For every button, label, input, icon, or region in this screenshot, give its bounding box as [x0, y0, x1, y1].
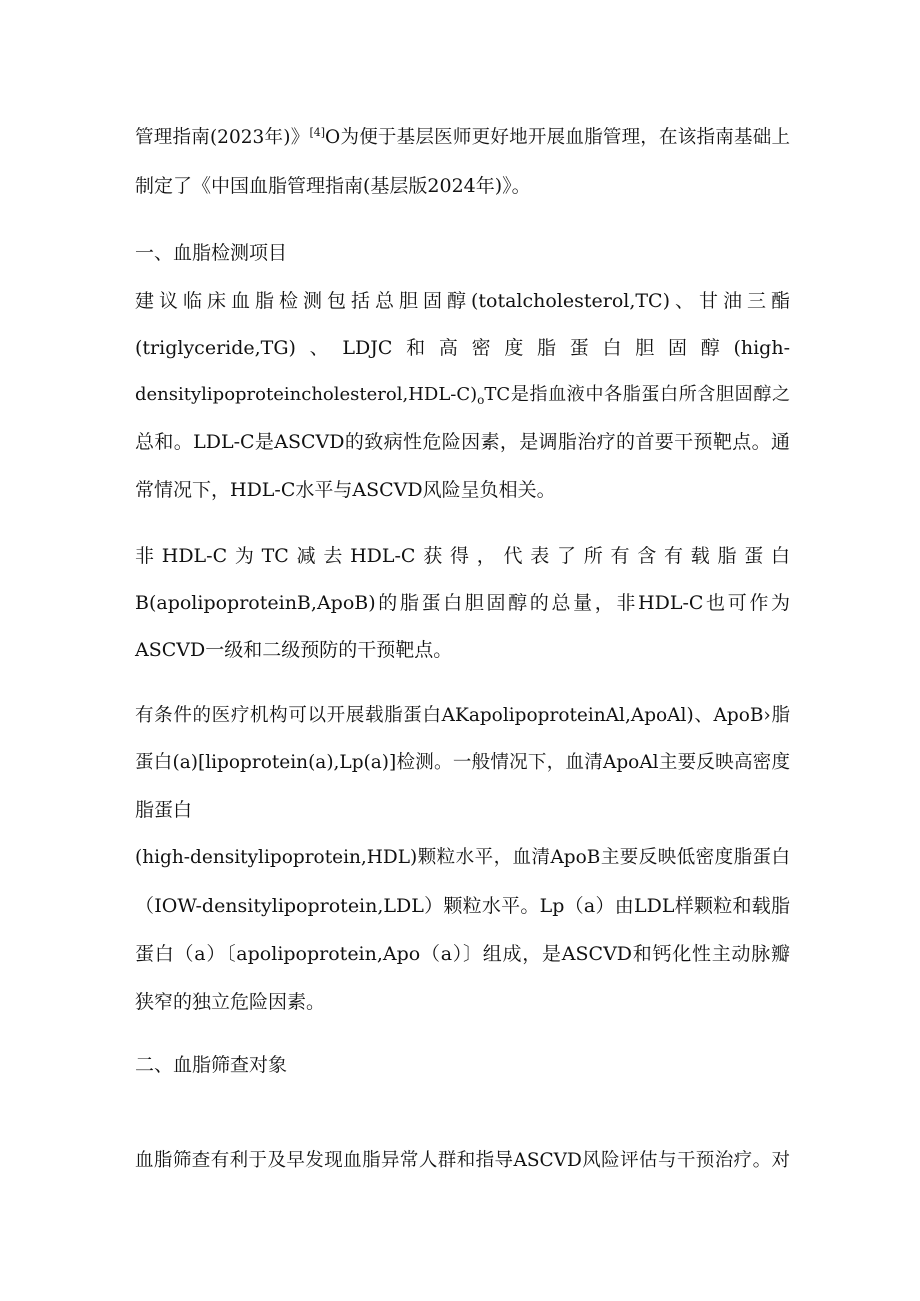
section-1-heading: 一、血脂检测项目 — [135, 242, 288, 264]
intro-line-1: 管理指南(2023年)》[4]O为便于基层医师更好地开展血脂管理，在该指南基础上 — [135, 126, 790, 148]
section-1-para-3-line-6: 蛋白（a）〔apolipoprotein,Apo（a）〕组成，是ASCVD和钙化性主动脉瓣 — [135, 943, 790, 965]
section-1-para-1-line-4: 总和。LDL-C是ASCVD的致病性危险因素，是调脂治疗的首要干预靶点。通 — [135, 431, 790, 453]
section-1-para-1-line-5: 常情况下，HDL-C水平与ASCVD风险呈负相关。 — [135, 479, 556, 501]
section-1-para-3-line-4: (high-densitylipoprotein,HDL)颗粒水平，血清ApoB主要反映低密度脂蛋白 — [135, 847, 790, 868]
section-1-para-1-line-2: (triglyceride,TG)、LDJC和高密度脂蛋白胆固醇(high- — [135, 337, 790, 359]
section-1-para-2-line-1: 非HDL-C为TC减去HDL-C获得，代表了所有含有载脂蛋白 — [135, 545, 790, 567]
section-2-heading: 二、血脂筛查对象 — [135, 1054, 288, 1076]
section-1-para-2-line-2: B(apolipoproteinB,ApoB)的脂蛋白胆固醇的总量，非HDL-C也可作为 — [135, 592, 790, 614]
section-1-para-2-line-3: ASCVD一级和二级预防的干预靶点。 — [135, 639, 453, 661]
section-1-para-3-line-1: 有条件的医疗机构可以开展载脂蛋白AKapolipoproteinAl,ApoAl)、ApoB›脂 — [135, 705, 790, 726]
intro-line-2: 制定了《中国血脂管理指南(基层版2024年)》。 — [135, 175, 531, 197]
section-1-para-3-line-5: （IOW-densitylipoprotein,LDL）颗粒水平。Lp（a）由LDL样颗粒和载脂 — [135, 895, 790, 917]
section-1-para-1-line-1: 建议临床血脂检测包括总胆固醇(totalcholesterol,TC)、甘油三酯 — [135, 290, 790, 312]
section-1-para-3-line-2: 蛋白(a)[lipoprotein(a),Lp(a)]检测。一般情况下，血清ApoAl主要反映高密度 — [135, 752, 790, 773]
section-1-para-1-line-3: $densitylipoproteincholesterol,HDL-C)_oTC$是指血液中各脂蛋白所含胆固醇之 — [135, 384, 790, 407]
section-2-para-1-line-1: 血脂筛查有利于及早发现血脂异常人群和指导ASCVD风险评估与干预治疗。对 — [135, 1150, 790, 1171]
section-1-para-3-line-7: 狭窄的独立危险因素。 — [135, 991, 326, 1013]
section-1-para-3-line-3: 脂蛋白 — [135, 799, 193, 821]
